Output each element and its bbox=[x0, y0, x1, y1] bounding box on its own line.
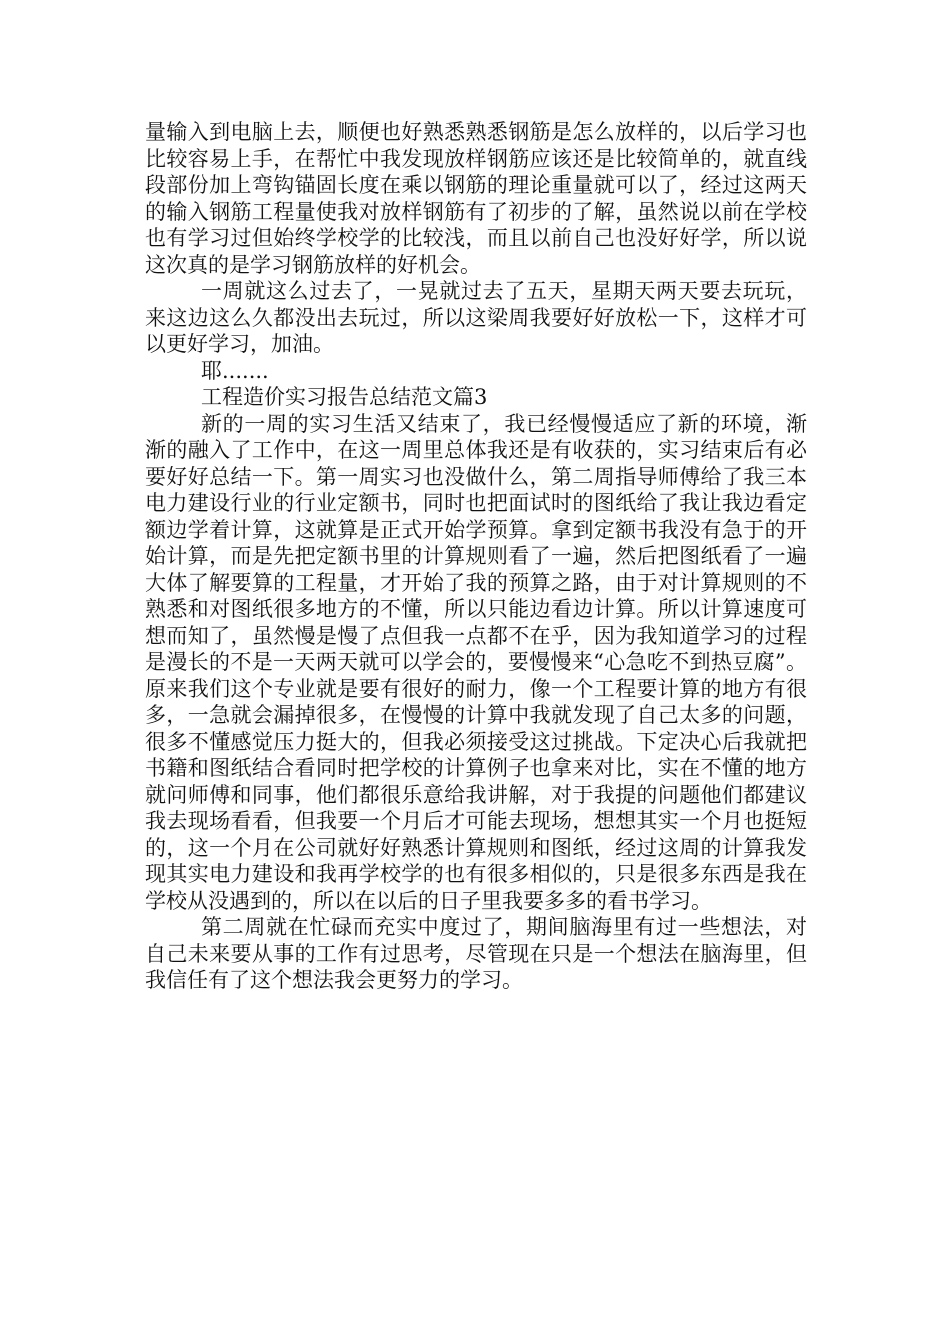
paragraph-exclamation: 耶....... bbox=[201, 358, 269, 383]
paragraph-weekend: 一周就这么过去了，一晃就过去了五天，星期天两天要去玩玩，来这边这么久都没出去玩过，所以这梁周我要好好放松一下，这样才可以更好学习，加油。 bbox=[145, 279, 807, 356]
paragraph-closing: 第二周就在忙碌而充实中度过了，期间脑海里有过一些想法，对自己未来要从事的工作有过思考，尽管现在只是一个想法在脑海里，但我信任有了这个想法我会更努力的学习。 bbox=[145, 915, 807, 992]
paragraph-week-summary: 新的一周的实习生活又结束了，我已经慢慢适应了新的环境，渐渐的融入了工作中，在这一周里总体我还是有收获的，实习结束后有必要好好总结一下。第一周实习也没做什么，第二周指导师傅给了我三本电力建设行业的行业定额书，同时也把面试时的图纸给了我让我边看定额边学着计算，这就算是正式开始学预算。拿到定额书我没有急于的开始计算，而是先把定额书里的计算规则看了一遍，然后把图纸看了一遍大体了解要算的工程量，才开始了我的预算之路，由于对计算规则的不熟悉和对图纸很多地方的不懂，所以只能边看边计算。所以计算速度可想而知了，虽然慢是慢了点但我一点都不在乎，因为我知道学习的过程是漫长的不是一天两天就可以学会的，要慢慢来“心急吃不到热豆腐”。原来我们这个专业就是要有很好的耐力，像一个工程要计算的地方有很多，一急就会漏掉很多，在慢慢的计算中我就发现了自己太多的问题，很多不懂感觉压力挺大的，但我必须接受这过挑战。下定决心后我就把书籍和图纸结合看同时把学校的计算例子也拿来对比，实在不懂的地方就问师傅和同事，他们都很乐意给我讲解，对于我提的问题他们都建议我去现场看看，但我要一个月后才可能去现场，想想其实一个月也挺短的，这一个月在公司就好好熟悉计算规则和图纸，经过这周的计算我发现其实电力建设和我再学校学的也有很多相似的，只是很多东西是我在学校从没遇到的，所以在以后的日子里我要多多的看书学习。 bbox=[145, 411, 807, 913]
paragraph-continuation: 量输入到电脑上去，顺便也好熟悉熟悉钢筋是怎么放样的，以后学习也比较容易上手，在帮忙中我发现放样钢筋应该还是比较简单的，就直线段部份加上弯钩锚固长度在乘以钢筋的理论重量就可以了，经过这两天的输入钢筋工程量使我对放样钢筋有了初步的了解，虽然说以前在学校也有学习过但始终学校学的比较浅，而且以前自己也没好好学，所以说这次真的是学习钢筋放样的好机会。 bbox=[145, 120, 807, 277]
document-page bbox=[145, 119, 807, 994]
section-heading: 工程造价实习报告总结范文篇3 bbox=[201, 385, 488, 409]
